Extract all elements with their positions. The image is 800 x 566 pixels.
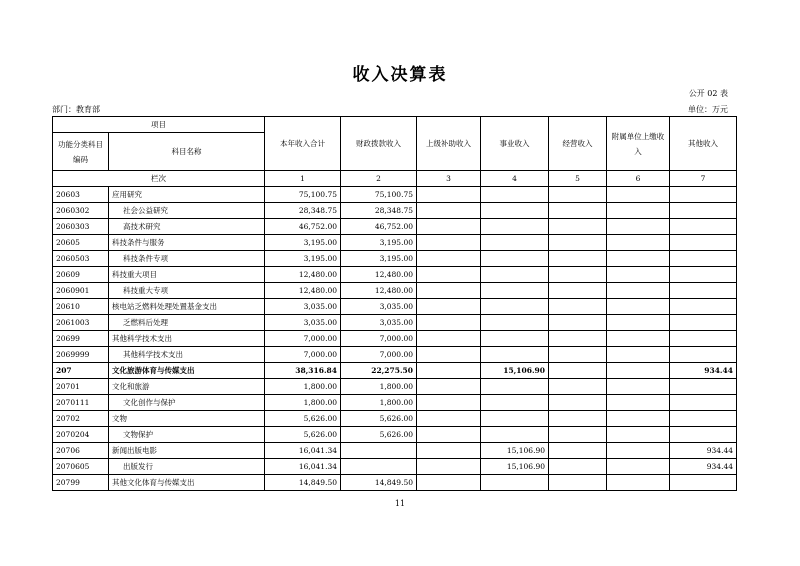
row-value: 3,035.00	[265, 315, 341, 331]
row-value	[481, 283, 549, 299]
row-value	[549, 251, 607, 267]
row-value: 15,106.90	[481, 459, 549, 475]
row-value	[417, 475, 481, 491]
row-value: 1,800.00	[341, 379, 417, 395]
row-value	[549, 443, 607, 459]
row-value: 75,100.75	[341, 187, 417, 203]
row-value: 5,626.00	[265, 427, 341, 443]
lanci-number: 3	[417, 171, 481, 187]
row-value: 38,316.84	[265, 363, 341, 379]
row-value	[670, 315, 737, 331]
row-code: 2070605	[53, 459, 109, 475]
lanci-label: 栏次	[53, 171, 265, 187]
row-value	[481, 379, 549, 395]
row-value	[341, 443, 417, 459]
row-value: 3,035.00	[341, 315, 417, 331]
row-value	[417, 267, 481, 283]
row-value	[417, 427, 481, 443]
table-row	[53, 459, 737, 475]
row-value: 12,480.00	[265, 267, 341, 283]
row-code: 2069999	[53, 347, 109, 363]
row-value	[607, 379, 670, 395]
table-row	[53, 363, 737, 379]
row-value: 934.44	[670, 363, 737, 379]
row-value	[481, 187, 549, 203]
lanci-row	[53, 171, 737, 187]
row-value	[607, 267, 670, 283]
row-value: 3,035.00	[265, 299, 341, 315]
row-value	[549, 203, 607, 219]
row-value	[341, 459, 417, 475]
row-value	[607, 299, 670, 315]
row-value	[670, 395, 737, 411]
table-row	[53, 379, 737, 395]
table-row	[53, 299, 737, 315]
row-value	[481, 427, 549, 443]
lanci-number: 5	[549, 171, 607, 187]
row-code: 2061003	[53, 315, 109, 331]
row-name: 核电站乏燃料处理处置基金支出	[109, 299, 265, 315]
row-value	[607, 315, 670, 331]
row-value: 28,348.75	[341, 203, 417, 219]
row-value: 7,000.00	[265, 331, 341, 347]
table-row	[53, 443, 737, 459]
row-value	[607, 187, 670, 203]
row-value	[481, 219, 549, 235]
row-name: 文物保护	[109, 427, 265, 443]
row-name: 乏燃料后处理	[109, 315, 265, 331]
row-name: 出版发行	[109, 459, 265, 475]
row-code: 2060901	[53, 283, 109, 299]
row-value: 12,480.00	[341, 267, 417, 283]
row-value	[481, 347, 549, 363]
row-value	[417, 203, 481, 219]
row-value	[417, 363, 481, 379]
row-value: 7,000.00	[341, 347, 417, 363]
table-row	[53, 331, 737, 347]
row-value: 7,000.00	[265, 347, 341, 363]
table-row	[53, 251, 737, 267]
row-value: 14,849.50	[341, 475, 417, 491]
form-number: 公开 02 表	[688, 89, 728, 98]
row-value	[670, 267, 737, 283]
row-value	[481, 299, 549, 315]
row-value	[549, 459, 607, 475]
lanci-number: 6	[607, 171, 670, 187]
row-name: 科技重大专项	[109, 283, 265, 299]
header-other: 其他收入	[670, 117, 737, 171]
row-name: 文化和旅游	[109, 379, 265, 395]
row-value	[549, 315, 607, 331]
row-value	[607, 475, 670, 491]
page-title: 收入决算表	[352, 65, 448, 85]
department-label: 部门：教育部	[52, 105, 100, 114]
row-name: 其他文化体育与传媒支出	[109, 475, 265, 491]
table-row	[53, 267, 737, 283]
row-value: 934.44	[670, 459, 737, 475]
row-value	[481, 251, 549, 267]
row-value	[417, 235, 481, 251]
lanci-number: 1	[265, 171, 341, 187]
row-value: 3,195.00	[341, 251, 417, 267]
row-value	[481, 475, 549, 491]
row-value: 1,800.00	[341, 395, 417, 411]
row-code: 20702	[53, 411, 109, 427]
row-value	[549, 475, 607, 491]
table-row	[53, 203, 737, 219]
header-code: 功能分类科目编码	[53, 133, 109, 171]
row-value	[549, 187, 607, 203]
row-name: 科技条件专项	[109, 251, 265, 267]
row-value	[607, 411, 670, 427]
row-value: 12,480.00	[341, 283, 417, 299]
row-value	[607, 395, 670, 411]
row-code: 2060503	[53, 251, 109, 267]
table-row	[53, 219, 737, 235]
row-value: 14,849.50	[265, 475, 341, 491]
row-code: 2060302	[53, 203, 109, 219]
header-operating: 经营收入	[549, 117, 607, 171]
row-value	[549, 299, 607, 315]
row-value	[481, 395, 549, 411]
row-value: 16,041.34	[265, 459, 341, 475]
row-value	[607, 283, 670, 299]
row-value	[607, 235, 670, 251]
row-value: 5,626.00	[265, 411, 341, 427]
table-row	[53, 235, 737, 251]
row-value	[607, 427, 670, 443]
row-name: 文物	[109, 411, 265, 427]
table-row	[53, 187, 737, 203]
table-row	[53, 283, 737, 299]
row-value	[549, 363, 607, 379]
header-upper: 上级补助收入	[417, 117, 481, 171]
header-fiscal: 财政拨款收入	[341, 117, 417, 171]
row-value	[670, 331, 737, 347]
unit-label: 单位：万元	[688, 105, 728, 114]
row-value: 1,800.00	[265, 395, 341, 411]
row-value: 12,480.00	[265, 283, 341, 299]
row-value	[481, 315, 549, 331]
header-business: 事业收入	[481, 117, 549, 171]
row-value	[670, 283, 737, 299]
header-total: 本年收入合计	[265, 117, 341, 171]
row-value	[549, 411, 607, 427]
row-value	[549, 379, 607, 395]
row-value	[417, 331, 481, 347]
row-name: 社会公益研究	[109, 203, 265, 219]
row-name: 高技术研究	[109, 219, 265, 235]
row-code: 2070204	[53, 427, 109, 443]
row-code: 20610	[53, 299, 109, 315]
row-value	[670, 219, 737, 235]
row-value: 3,195.00	[265, 251, 341, 267]
row-name: 文化旅游体育与传媒支出	[109, 363, 265, 379]
row-value: 934.44	[670, 443, 737, 459]
row-value	[417, 459, 481, 475]
row-value	[670, 235, 737, 251]
row-value	[607, 459, 670, 475]
row-value: 46,752.00	[265, 219, 341, 235]
row-value	[670, 379, 737, 395]
row-value	[481, 267, 549, 283]
row-name: 科技条件与服务	[109, 235, 265, 251]
row-value	[549, 331, 607, 347]
row-code: 207	[53, 363, 109, 379]
row-value	[607, 347, 670, 363]
row-value	[607, 443, 670, 459]
row-value	[607, 251, 670, 267]
row-value	[417, 251, 481, 267]
table-row	[53, 395, 737, 411]
row-name: 其他科学技术支出	[109, 331, 265, 347]
row-value	[549, 267, 607, 283]
table-row	[53, 315, 737, 331]
row-value: 3,195.00	[341, 235, 417, 251]
row-value	[607, 219, 670, 235]
row-value	[549, 283, 607, 299]
row-value	[607, 203, 670, 219]
row-value	[549, 347, 607, 363]
row-value: 7,000.00	[341, 331, 417, 347]
lanci-number: 7	[670, 171, 737, 187]
row-value: 1,800.00	[265, 379, 341, 395]
row-value	[417, 219, 481, 235]
row-code: 20706	[53, 443, 109, 459]
table-row	[53, 427, 737, 443]
row-value	[549, 219, 607, 235]
row-value	[607, 363, 670, 379]
row-value	[417, 315, 481, 331]
row-code: 20609	[53, 267, 109, 283]
row-code: 20699	[53, 331, 109, 347]
row-value	[670, 299, 737, 315]
row-value	[670, 187, 737, 203]
table-row	[53, 411, 737, 427]
row-value	[481, 411, 549, 427]
row-value	[481, 203, 549, 219]
row-value: 3,195.00	[265, 235, 341, 251]
row-value	[549, 395, 607, 411]
row-value: 46,752.00	[341, 219, 417, 235]
header-item: 项目	[53, 117, 265, 133]
row-value	[549, 427, 607, 443]
row-value: 16,041.34	[265, 443, 341, 459]
row-value	[417, 395, 481, 411]
table-row	[53, 475, 737, 491]
row-value	[417, 443, 481, 459]
header-affiliated: 附属单位上缴收入	[607, 117, 670, 171]
row-value	[417, 379, 481, 395]
lanci-number: 4	[481, 171, 549, 187]
revenue-table	[52, 116, 737, 491]
header-name: 科目名称	[109, 133, 265, 171]
row-value	[417, 411, 481, 427]
row-value: 5,626.00	[341, 411, 417, 427]
row-value	[481, 331, 549, 347]
row-name: 新闻出版电影	[109, 443, 265, 459]
row-value	[670, 475, 737, 491]
row-code: 20603	[53, 187, 109, 203]
row-value: 28,348.75	[265, 203, 341, 219]
table-body	[53, 187, 737, 491]
row-name: 文化创作与保护	[109, 395, 265, 411]
row-name: 其他科学技术支出	[109, 347, 265, 363]
row-value: 5,626.00	[341, 427, 417, 443]
row-name: 科技重大项目	[109, 267, 265, 283]
row-value	[549, 235, 607, 251]
row-value	[417, 187, 481, 203]
page-number: 11	[394, 499, 406, 508]
row-value	[670, 411, 737, 427]
row-value: 22,275.50	[341, 363, 417, 379]
row-value: 15,106.90	[481, 443, 549, 459]
row-value: 3,035.00	[341, 299, 417, 315]
row-value	[670, 251, 737, 267]
row-value: 15,106.90	[481, 363, 549, 379]
lanci-number: 2	[341, 171, 417, 187]
row-value	[670, 347, 737, 363]
row-value	[481, 235, 549, 251]
row-code: 2060303	[53, 219, 109, 235]
row-code: 20701	[53, 379, 109, 395]
row-name: 应用研究	[109, 187, 265, 203]
row-value	[417, 299, 481, 315]
table-row	[53, 347, 737, 363]
row-value	[670, 427, 737, 443]
row-value	[670, 203, 737, 219]
row-code: 2070111	[53, 395, 109, 411]
row-value: 75,100.75	[265, 187, 341, 203]
row-value	[417, 347, 481, 363]
row-code: 20605	[53, 235, 109, 251]
row-value	[607, 331, 670, 347]
row-code: 20799	[53, 475, 109, 491]
row-value	[417, 283, 481, 299]
